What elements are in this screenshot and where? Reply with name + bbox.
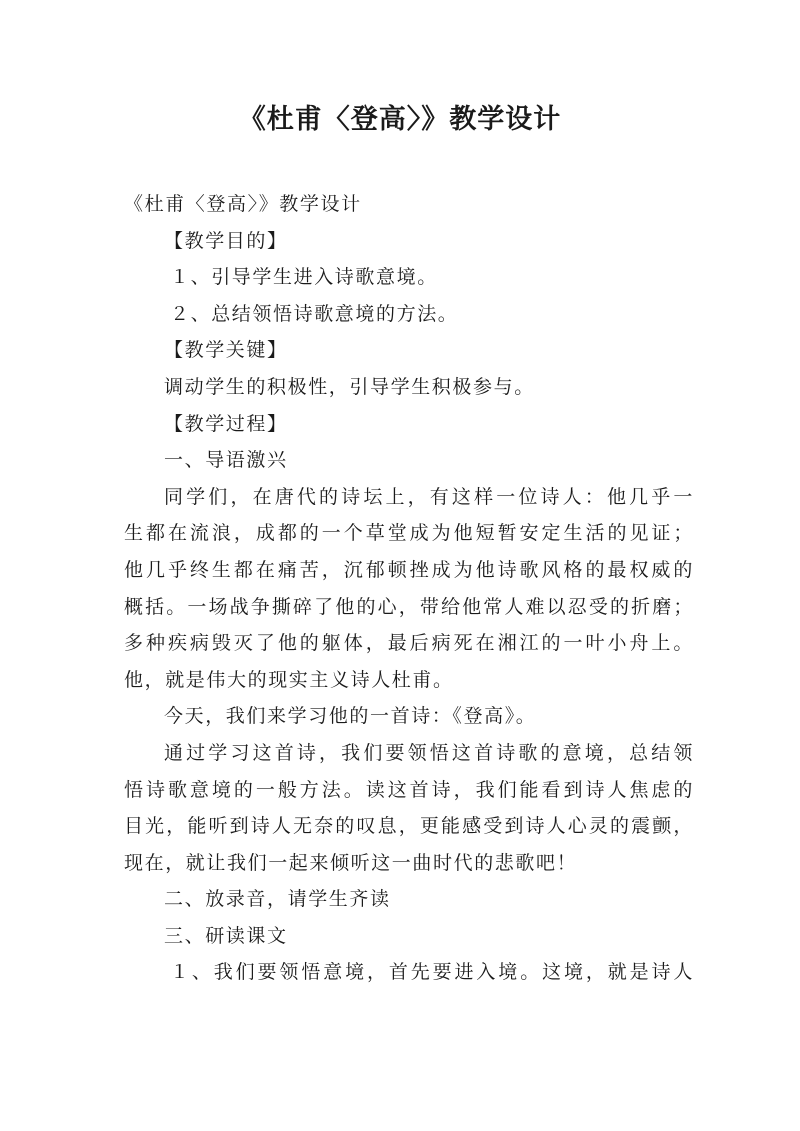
text-line-paragraph-1: 同学们，在唐代的诗坛上，有这样一位诗人：他几乎一 (164, 485, 694, 508)
text-line-paragraph-3: 现在，就让我们一起来倾听这一曲时代的悲歌吧！ (124, 851, 578, 874)
text-line-paragraph-1: 生都在流浪，成都的一个草堂成为他短暂安定生活的见证； (124, 522, 694, 545)
text-line-key-content: 调动学生的积极性，引导学生积极参与。 (164, 375, 535, 398)
text-line-objective-2: ２、总结领悟诗歌意境的方法。 (170, 302, 459, 325)
document-title: 《杜甫〈登高〉》教学设计 (238, 104, 562, 135)
text-line-step-1: 一、导语激兴 (164, 449, 288, 472)
text-line-paragraph-2: 今天，我们来学习他的一首诗：《登高》。 (164, 705, 537, 728)
text-line-step-2: 二、放录音，请学生齐读 (164, 888, 391, 911)
text-line-step-3: 三、研读课文 (164, 924, 288, 947)
text-line-paragraph-3: 悟诗歌意境的一般方法。读这首诗，我们能看到诗人焦虑的 (124, 778, 694, 801)
text-line-paragraph-3: 通过学习这首诗，我们要领悟这首诗歌的意境，总结领 (164, 741, 694, 764)
text-line-heading-repeat: 《杜甫〈登高〉》教学设计 (124, 193, 362, 215)
text-line-section-objectives: 【教学目的】 (164, 229, 288, 252)
text-line-section-process: 【教学过程】 (164, 412, 288, 435)
text-line-paragraph-1: 多种疾病毁灭了他的躯体，最后病死在湘江的一叶小舟上。 (124, 632, 694, 655)
text-line-paragraph-1: 他几乎终生都在痛苦，沉郁顿挫成为他诗歌风格的最权威的 (124, 558, 694, 581)
document-body (124, 186, 694, 991)
text-line-objective-1: １、引导学生进入诗歌意境。 (170, 266, 438, 289)
text-line-section-key: 【教学关键】 (164, 339, 288, 362)
text-line-paragraph-4: １、我们要领悟意境，首先要进入境。这境，就是诗人 (170, 961, 694, 984)
text-line-paragraph-1: 他，就是伟大的现实主义诗人杜甫。 (124, 668, 454, 691)
text-line-paragraph-1: 概括。一场战争撕碎了他的心，带给他常人难以忍受的折磨； (124, 595, 694, 618)
text-line-paragraph-3: 目光，能听到诗人无奈的叹息，更能感受到诗人心灵的震颤， (124, 815, 694, 838)
